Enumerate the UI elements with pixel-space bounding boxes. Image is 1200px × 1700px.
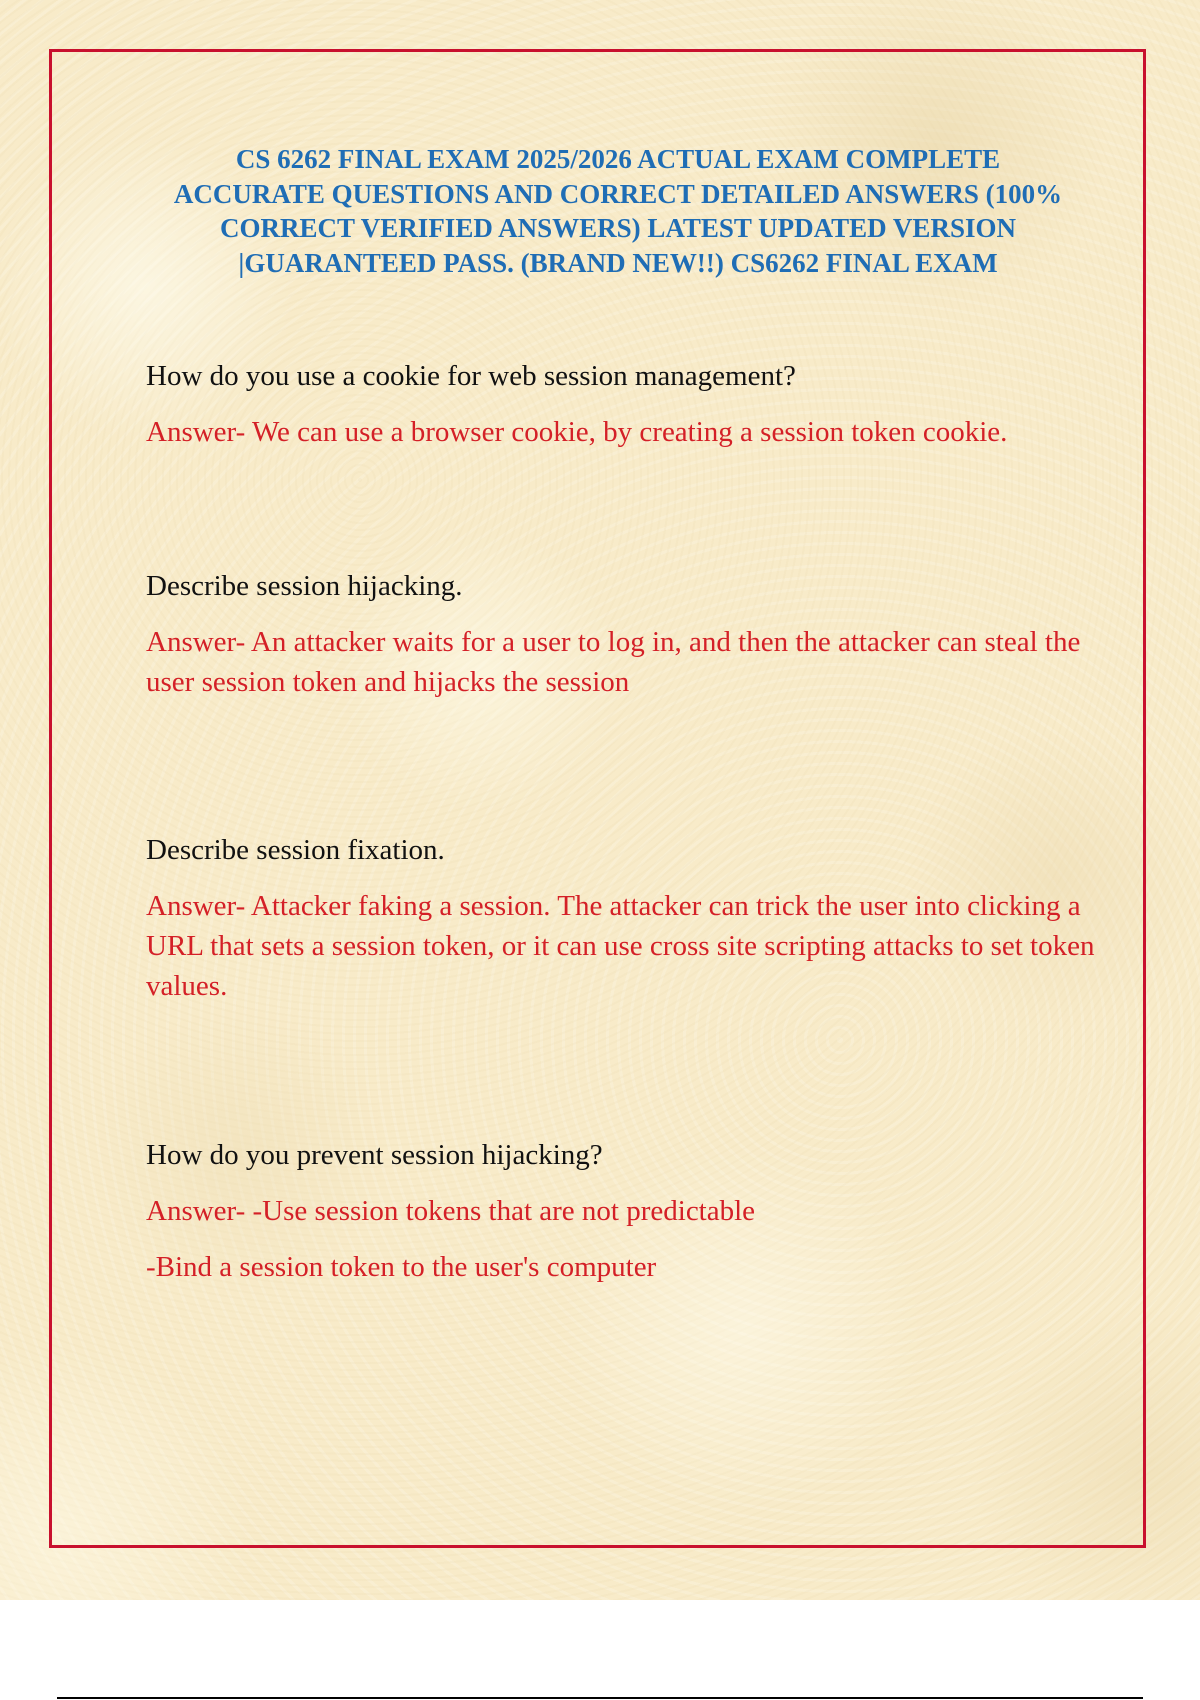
- document-title: [120, 142, 1116, 280]
- title-line: ACCURATE QUESTIONS AND CORRECT DETAILED ANSWERS (100%: [173, 178, 1063, 209]
- qa-item-prevention: [146, 1135, 1106, 1287]
- qa-item-hijacking: [146, 566, 1106, 702]
- question-text: Describe session hijacking.: [146, 570, 463, 602]
- qa-item-cookie: [146, 356, 1106, 452]
- question-text: How do you prevent session hijacking?: [146, 1139, 603, 1171]
- answer-text: Answer- We can use a browser cookie, by creating a session token cookie.: [146, 416, 1008, 448]
- question-text: Describe session fixation.: [146, 834, 445, 866]
- answer-text: Answer- An attacker waits for a user to log in, and then the attacker can steal the user session token and hijacks the session: [146, 626, 1081, 698]
- qa-item-fixation: [146, 830, 1106, 1006]
- question-text: How do you use a cookie for web session management?: [146, 360, 796, 392]
- title-line: CS 6262 FINAL EXAM 2025/2026 ACTUAL EXAM COMPLETE: [235, 144, 1001, 174]
- title-line: CORRECT VERIFIED ANSWERS) LATEST UPDATED VERSION: [220, 213, 1016, 243]
- answer-text-continued: -Bind a session token to the user's computer: [146, 1251, 657, 1283]
- title-line: |GUARANTEED PASS. (BRAND NEW!!) CS6262 FINAL EXAM: [238, 247, 998, 278]
- answer-text: Answer- -Use session tokens that are not predictable: [146, 1195, 756, 1227]
- answer-text: Answer- Attacker faking a session. The attacker can trick the user into clicking a URL that sets a session token, or it can use cross site scripting attacks to set token values.: [146, 890, 1095, 1002]
- page-bottom-rule: [57, 1697, 1143, 1699]
